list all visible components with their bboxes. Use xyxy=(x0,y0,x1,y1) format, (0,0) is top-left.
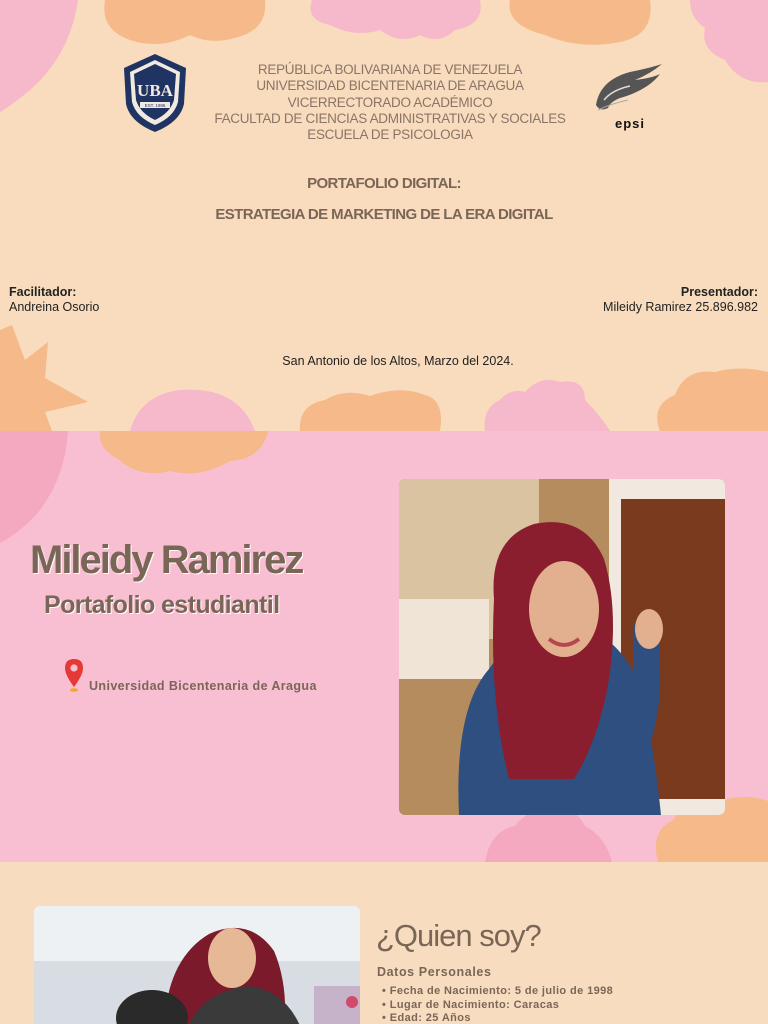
uba-logo xyxy=(120,52,190,134)
profile-page xyxy=(0,431,768,862)
institution-header xyxy=(200,62,580,143)
institution-line: VICERRECTORADO ACADÉMICO xyxy=(287,94,493,110)
place-date: San Antonio de los Altos, Marzo del 2024. xyxy=(282,354,514,368)
institution-line: UNIVERSIDAD BICENTENARIA DE ARAGUA xyxy=(256,78,524,94)
institution-line: FACULTAD DE CIENCIAS ADMINISTRATIVAS Y SOCIALES xyxy=(214,110,566,126)
about-page xyxy=(0,862,768,1024)
list-item: • Lugar de Nacimiento: Caracas xyxy=(382,999,613,1013)
list-item: • Fecha de Nacimiento: 5 de julio de 1998 xyxy=(382,985,613,999)
portfolio-label: Portafolio estudiantil xyxy=(44,591,280,619)
cover-page xyxy=(0,0,768,431)
presenter-label: Presentador: xyxy=(680,285,758,299)
classroom-photo xyxy=(34,906,360,1024)
institution-line: ESCUELA DE PSICOLOGIA xyxy=(307,127,473,143)
portfolio-subtitle: ESTRATEGIA DE MARKETING DE LA ERA DIGITAL xyxy=(215,206,553,223)
uba-logo-sub: EST. 1986 xyxy=(144,103,166,108)
about-heading: ¿Quien soy? xyxy=(376,918,541,953)
location-pin-icon xyxy=(63,657,85,693)
personal-data-label: Datos Personales xyxy=(377,965,492,979)
facilitator-label: Facilitador: xyxy=(9,285,77,299)
epsi-logo xyxy=(590,60,666,132)
university-name: Universidad Bicentenaria de Aragua xyxy=(89,679,317,693)
institution-line: REPÚBLICA BOLIVARIANA DE VENEZUELA xyxy=(257,62,523,77)
presenter-block xyxy=(603,285,758,315)
personal-facts-list xyxy=(382,985,613,1024)
uba-logo-text: UBA xyxy=(137,81,173,100)
facilitator-name: Andreina Osorio xyxy=(9,300,100,314)
student-name: Mileidy Ramirez xyxy=(30,538,303,582)
facilitator-block xyxy=(9,285,99,315)
list-item: • Edad: 25 Años xyxy=(382,1012,613,1024)
portrait-photo xyxy=(399,479,725,815)
presenter-name: Mileidy Ramirez 25.896.982 xyxy=(603,300,758,314)
epsi-logo-text: epsi xyxy=(614,116,646,131)
portfolio-title: PORTAFOLIO DIGITAL: xyxy=(307,175,461,192)
